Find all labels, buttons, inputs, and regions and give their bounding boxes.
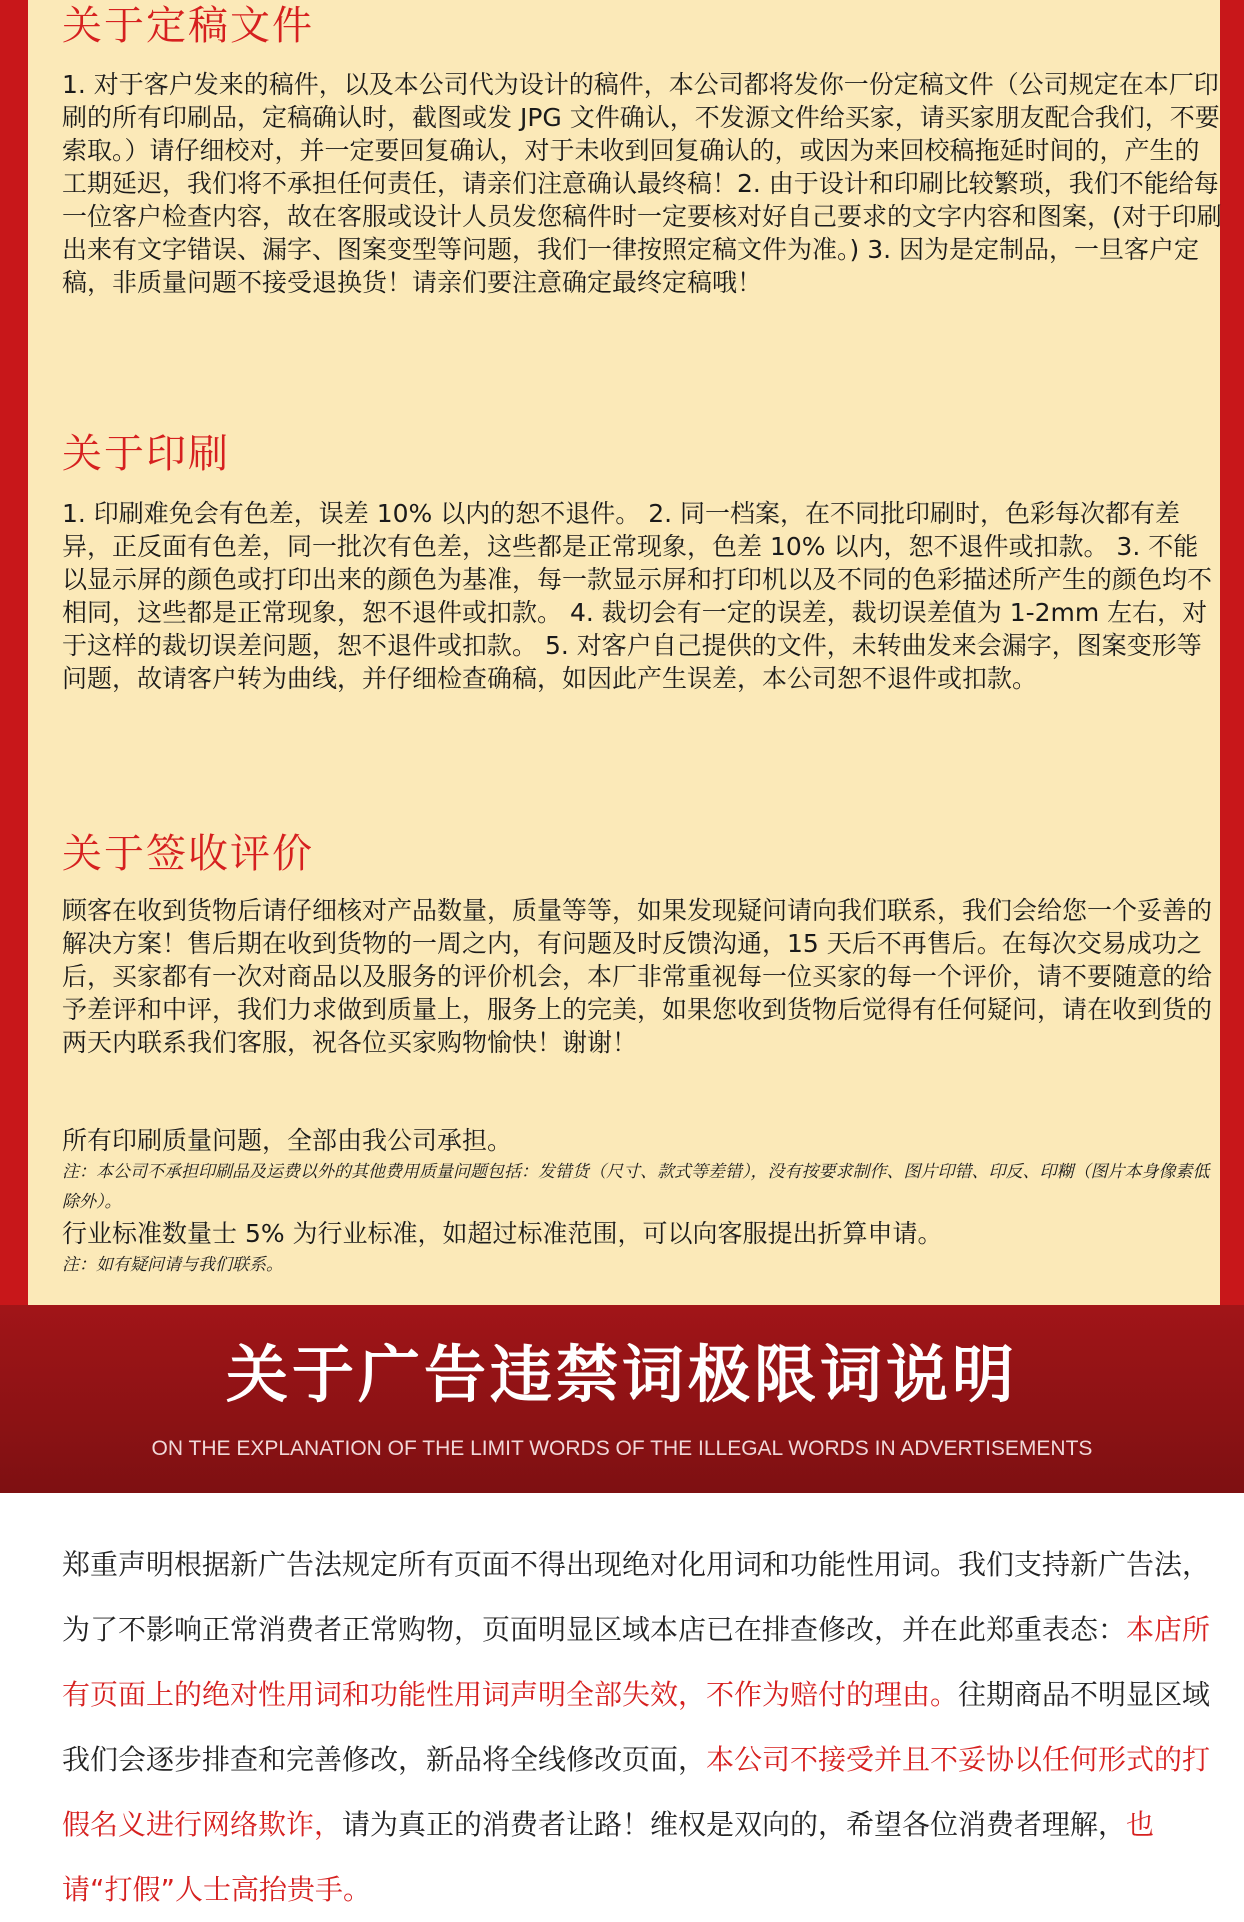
contact-note: 注：如有疑问请与我们联系。 [62,1255,283,1275]
ad-law-statement [62,1532,1212,1922]
printing-paragraph [62,497,1222,695]
statement-part-5: 请为真正的消费者让路！维权是双向的，希望各位消费者理解， [342,1808,1127,1841]
banner-title: 关于广告违禁词极限词说明 [225,1338,1018,1411]
section-title-printing: 关于印刷 [62,431,230,477]
notice-panel [28,0,1220,1305]
quality-notes [62,1124,1222,1280]
section-title-final-draft: 关于定稿文件 [62,3,314,49]
printing-text: 1. 印刷难免会有色差，误差 10% 以内的恕不退件。 2. 同一档案，在不同批印刷时，色彩每次都有差异，正反面有色差，同一批次有色差，这些都是正常现象，色差 10% 以内，恕不退件或扣款。 3. 不能以显示屏的颜色或打印出来的颜色为基准，每一款显示屏和打印机以及不同的色彩描述所产生的颜色均不相同，这些都是正常现象，恕不退件或扣款。 4. 裁切会有一定的误差，裁切误差值为 1-2mm 左右，对于这样的裁切误差问题，恕不退件或扣款。 5. 对客户自己提供的文件，未转曲发来会漏字，图案变形等问题，故请客户转为曲线，并仔细检查确稿，如因此产生误差，本公司恕不退件或扣款。 [62,499,1213,693]
ad-words-banner [0,1305,1244,1493]
banner-subtitle: ON THE EXPLANATION OF THE LIMIT WORDS OF THE ILLEGAL WORDS IN ADVERTISEMENTS [151,1437,1093,1460]
quality-responsibility-line: 所有印刷质量问题，全部由我公司承担。 [62,1126,513,1155]
section-title-receipt-review: 关于签收评价 [62,831,314,877]
statement-part-3: 往期商品不明显区域我们会逐步排查和完善修改，新品将全线修改页面， [62,1678,1211,1776]
quality-exclusion-note: 注：本公司不承担印刷品及运费以外的其他费用质量问题包括：发错货（尺寸、款式等差错），没有按要求制作、图片印错、印反、印糊（图片本身像素低除外）。 [62,1162,1210,1212]
statement-part-1: 郑重声明根据新广告法规定所有页面不得出现绝对化用词和功能性用词。我们支持新广告法，为了不影响正常消费者正常购物，页面明显区域本店已在排查修改，并在此郑重表态： [62,1548,1211,1646]
industry-standard-line: 行业标准数量士 5% 为行业标准，如超过标准范围，可以向客服提出折算申请。 [62,1219,943,1248]
statement-anti-counterfeit-plea: 也请“打假”人士高抬贵手。 [62,1808,1155,1906]
statement-invalid-words-declaration: 本店所有页面上的绝对性用词和功能性用词声明全部失效，不作为赔付的理由。 [62,1613,1211,1711]
receipt-review-paragraph [62,894,1222,1059]
final-draft-paragraph [62,68,1222,299]
statement-anti-fraud-declaration: 本公司不接受并且不妥协以任何形式的打假名义进行网络欺诈， [62,1743,1211,1841]
final-draft-text: 1. 对于客户发来的稿件，以及本公司代为设计的稿件，本公司都将发你一份定稿文件（公司规定在本厂印刷的所有印刷品，定稿确认时，截图或发 JPG 文件确认，不发源文件给买家，请买家朋友配合我们，不要索取。）请仔细校对，并一定要回复确认，对于未收到回复确认的，或因为来回校稿拖延时间的，产生的工期延迟，我们将不承担任何责任，请亲们注意确认最终稿！2. 由于设计和印刷比较繁琐，我们不能给每一位客户检查内容，故在客服或设计人员发您稿件时一定要核对好自己要求的文字内容和图案，(对于印刷出来有文字错误、漏字、图案变型等问题，我们一律按照定稿文件为准。) 3. 因为是定制品，一旦客户定稿，非质量问题不接受退换货！请亲们要注意确定最终定稿哦！ [62,70,1222,297]
receipt-review-text: 顾客在收到货物后请仔细核对产品数量，质量等等，如果发现疑问请向我们联系，我们会给您一个妥善的解决方案！售后期在收到货物的一周之内，有问题及时反馈沟通，15 天后不再售后。在每次交易成功之后，买家都有一次对商品以及服务的评价机会，本厂非常重视每一位买家的每一个评价，请不要随意的给予差评和中评，我们力求做到质量上，服务上的完美，如果您收到货物后觉得有任何疑问，请在收到货的两天内联系我们客服，祝各位买家购物愉快！谢谢！ [62,896,1213,1057]
